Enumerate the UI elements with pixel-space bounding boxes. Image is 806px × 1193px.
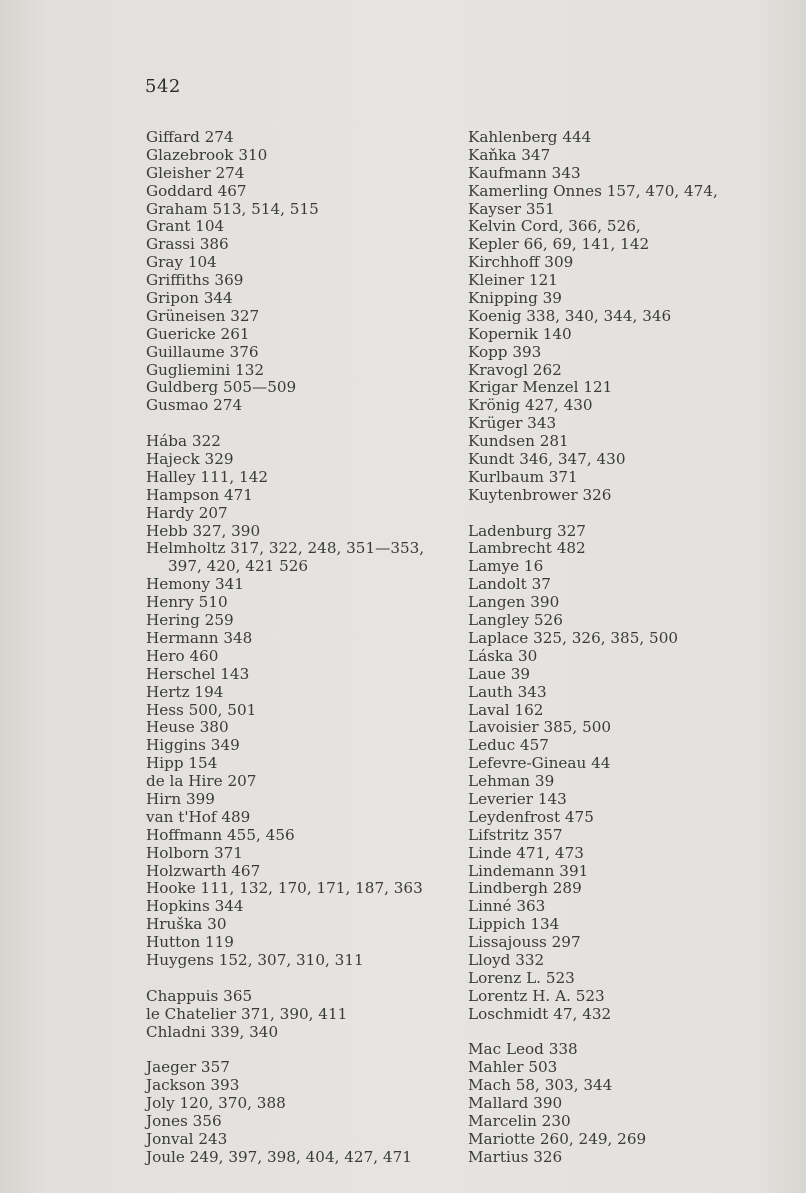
index-entry: Kepler 66, 69, 141, 142 (468, 235, 650, 254)
index-entry: Lavoisier 385, 500 (468, 718, 612, 737)
index-entry: Huygens 152, 307, 310, 311 (146, 950, 364, 969)
index-entry: de la Hire 207 (146, 772, 257, 791)
index-entry: Marcelin 230 (468, 1111, 571, 1130)
index-entry: Laue 39 (468, 664, 531, 683)
index-entry: Grassi 386 (146, 235, 229, 254)
index-entry: Halley 111, 142 (146, 467, 269, 486)
index-entry: Hirn 399 (146, 789, 215, 808)
index-entry: Kravogl 262 (468, 360, 562, 379)
index-entry: Laval 162 (468, 700, 544, 719)
index-entry: Graham 513, 514, 515 (146, 199, 319, 218)
index-entry: Lifstritz 357 (468, 825, 563, 844)
index-entry: Hutton 119 (146, 933, 234, 952)
index-column-left (146, 129, 456, 1167)
index-entry: Kurlbaum 371 (468, 467, 578, 486)
page-number: 542 (145, 76, 181, 97)
index-entry: Kleiner 121 (468, 271, 558, 290)
index-entry: Joly 120, 370, 388 (146, 1094, 286, 1113)
index-entry: Lauth 343 (468, 682, 547, 701)
index-entry: Lambrecht 482 (468, 539, 586, 558)
index-entry: Hooke 111, 132, 170, 171, 187, 363 (146, 879, 423, 898)
index-entry: Herschel 143 (146, 664, 250, 683)
index-entry: Leduc 457 (468, 736, 549, 755)
index-entry: Hruška 30 (146, 915, 227, 934)
index-entry: Kundt 346, 347, 430 (468, 450, 626, 469)
index-entry: Langley 526 (468, 611, 563, 630)
index-entry: Lorentz H. A. 523 (468, 986, 605, 1005)
index-entry: Gugliemini 132 (146, 360, 265, 379)
index-entry: Hering 259 (146, 611, 234, 630)
index-entry: Chladni 339, 340 (146, 1022, 279, 1041)
index-entry: Linné 363 (468, 897, 546, 916)
index-entry: Guericke 261 (146, 324, 250, 343)
index-entry: Kopernik 140 (468, 324, 572, 343)
index-entry: Gusmao 274 (146, 396, 243, 415)
index-entry: Lindemann 391 (468, 861, 589, 880)
index-entry: van t'Hof 489 (146, 807, 251, 826)
index-entry: Glazebrook 310 (146, 145, 268, 164)
index-entry: Kopp 393 (468, 342, 542, 361)
index-entry: Krüger 343 (468, 414, 557, 433)
index-entry: Mallard 390 (468, 1094, 563, 1113)
index-entry: Goddard 467 (146, 181, 247, 200)
index-entry: Giffard 274 (146, 128, 234, 146)
index-entry: Leydenfrost 475 (468, 807, 594, 826)
index-entry: Hába 322 (146, 432, 221, 451)
index-entry: Henry 510 (146, 593, 228, 612)
index-entry: Ladenburg 327 (468, 521, 586, 540)
index-entry: Krigar Menzel 121 (468, 378, 613, 397)
index-entry: Lefevre-Gineau 44 (468, 754, 611, 773)
index-entry: Lorenz L. 523 (468, 968, 575, 987)
index-entry: Hopkins 344 (146, 897, 244, 916)
index-entry: Kuytenbrower 326 (468, 485, 612, 504)
index-entry: Kahlenberg 444 (468, 128, 592, 146)
index-entry: le Chatelier 371, 390, 411 (146, 1004, 348, 1023)
index-entry: Chappuis 365 (146, 986, 253, 1005)
index-entry: Koenig 338, 340, 344, 346 (468, 306, 672, 325)
index-entry: Grant 104 (146, 217, 225, 236)
index-entry: Jonval 243 (146, 1129, 228, 1148)
index-entry: Hebb 327, 390 (146, 521, 261, 540)
index-entry: Landolt 37 (468, 575, 551, 594)
index-entry: Lindbergh 289 (468, 879, 582, 898)
index-entry: Helmholtz 317, 322, 248, 351—353, (146, 539, 425, 558)
index-entry: Mach 58, 303, 344 (468, 1076, 613, 1095)
index-entry: Linde 471, 473 (468, 843, 584, 862)
index-entry: Gleisher 274 (146, 163, 245, 182)
index-entry: Guillaume 376 (146, 342, 259, 361)
index-entry: Hero 460 (146, 646, 219, 665)
index-entry: Jackson 393 (146, 1076, 240, 1095)
index-entry: Martius 326 (468, 1147, 563, 1166)
index-entry: Krönig 427, 430 (468, 396, 593, 415)
index-entry: Kirchhoff 309 (468, 253, 574, 272)
index-entry: Láska 30 (468, 646, 538, 665)
index-entry: Mac Leod 338 (468, 1040, 578, 1059)
index-entry: Lamye 16 (468, 557, 544, 576)
index-entry: Hess 500, 501 (146, 700, 257, 719)
index-entry: Mariotte 260, 249, 269 (468, 1129, 647, 1148)
index-entry: Kamerling Onnes 157, 470, 474, (468, 181, 718, 200)
index-entry: Hertz 194 (146, 682, 224, 701)
index-entry: Gripon 344 (146, 289, 233, 308)
index-entry: Jones 356 (146, 1111, 222, 1130)
index-entry: Guldberg 505—509 (146, 378, 297, 397)
index-entry: Loschmidt 47, 432 (468, 1004, 612, 1023)
index-entry: Kayser 351 (468, 199, 555, 218)
index-entry: Mahler 503 (468, 1058, 558, 1077)
index-entry: Grüneisen 327 (146, 306, 260, 325)
index-entry: Leverier 143 (468, 789, 567, 808)
index-entry: Lissajouss 297 (468, 933, 581, 952)
index-entry: Lloyd 332 (468, 950, 545, 969)
index-entry: Hampson 471 (146, 485, 253, 504)
index-entry: Gray 104 (146, 253, 217, 272)
index-entry: Joule 249, 397, 398, 404, 427, 471 (146, 1147, 412, 1166)
index-entry: Holborn 371 (146, 843, 243, 862)
index-entry: Kaufmann 343 (468, 163, 581, 182)
index-entry: Hermann 348 (146, 628, 253, 647)
index-entry: Hemony 341 (146, 575, 244, 594)
index-entry: Hipp 154 (146, 754, 218, 773)
index-entry: Griffiths 369 (146, 271, 244, 290)
index-entry: Holzwarth 467 (146, 861, 261, 880)
index-column-right (468, 129, 806, 1167)
index-entry: Heuse 380 (146, 718, 229, 737)
index-entry: Higgins 349 (146, 736, 240, 755)
index-entry: Lippich 134 (468, 915, 560, 934)
index-entry: Kaňka 347 (468, 145, 551, 164)
index-entry: Jaeger 357 (146, 1058, 230, 1077)
index-entry-continuation: 397, 420, 421 526 (168, 557, 309, 576)
index-entry: Hardy 207 (146, 503, 228, 522)
index-entry: Kundsen 281 (468, 432, 569, 451)
index-entry: Lehman 39 (468, 772, 555, 791)
index-entry: Laplace 325, 326, 385, 500 (468, 628, 679, 647)
index-entry: Langen 390 (468, 593, 560, 612)
index-entry: Kelvin Cord, 366, 526, (468, 217, 641, 236)
index-entry: Hoffmann 455, 456 (146, 825, 295, 844)
index-entry: Hajeck 329 (146, 450, 234, 469)
index-entry: Knipping 39 (468, 289, 562, 308)
